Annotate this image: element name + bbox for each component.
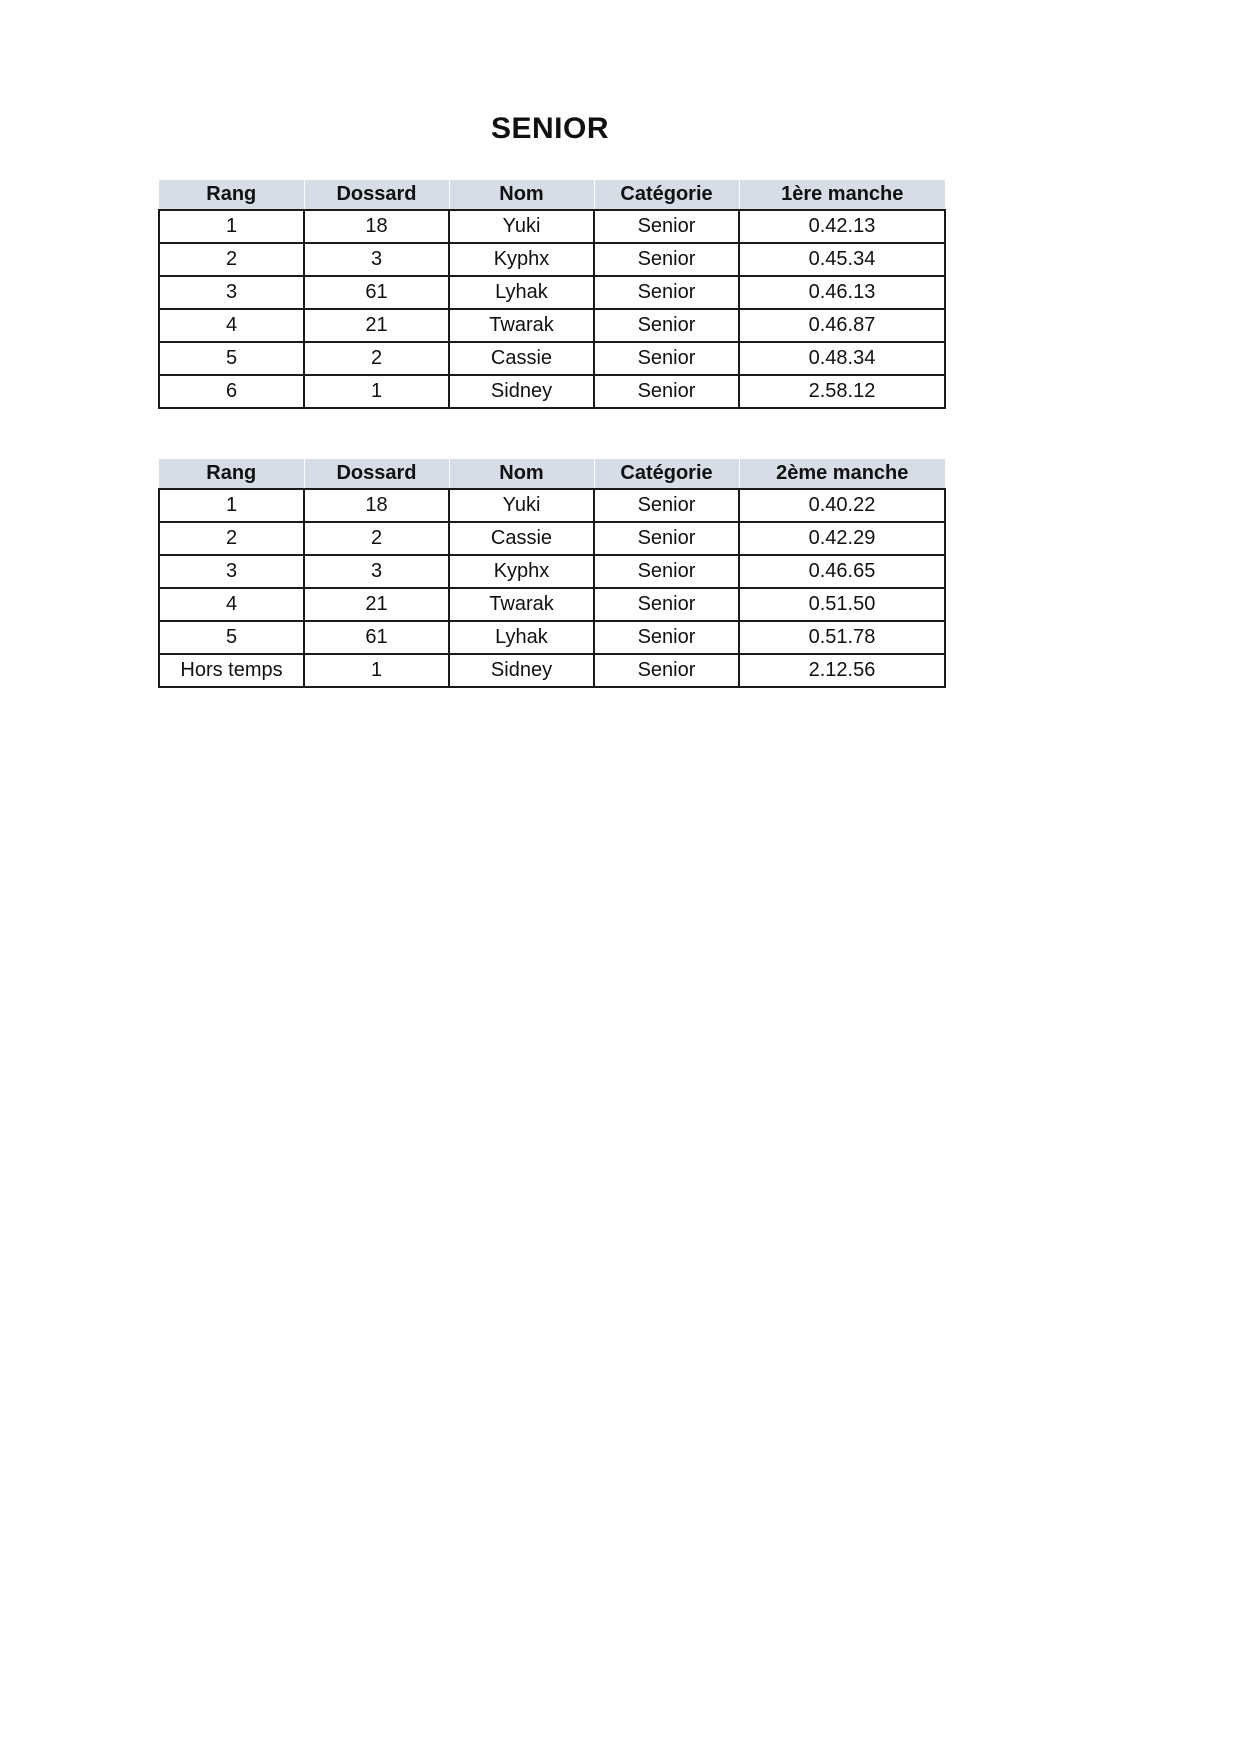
cell-dossard: 3 xyxy=(304,243,449,276)
cell-rang: 4 xyxy=(159,309,304,342)
column-header-dossard: Dossard xyxy=(304,459,449,489)
cell-temps: 2.12.56 xyxy=(739,654,945,687)
cell-categorie: Senior xyxy=(594,654,739,687)
column-header-manche: 2ème manche xyxy=(739,459,945,489)
cell-categorie: Senior xyxy=(594,210,739,243)
results-table-run-2 xyxy=(158,459,946,688)
cell-rang: 3 xyxy=(159,276,304,309)
cell-categorie: Senior xyxy=(594,309,739,342)
cell-nom: Yuki xyxy=(449,489,594,522)
column-header-categorie: Catégorie xyxy=(594,459,739,489)
cell-dossard: 21 xyxy=(304,309,449,342)
cell-nom: Kyphx xyxy=(449,243,594,276)
cell-temps: 0.46.87 xyxy=(739,309,945,342)
cell-nom: Yuki xyxy=(449,210,594,243)
cell-categorie: Senior xyxy=(594,243,739,276)
cell-categorie: Senior xyxy=(594,489,739,522)
cell-rang: 4 xyxy=(159,588,304,621)
cell-categorie: Senior xyxy=(594,621,739,654)
table-row xyxy=(159,375,945,408)
cell-dossard: 18 xyxy=(304,489,449,522)
results-table-run-1 xyxy=(158,180,946,409)
cell-temps: 0.51.78 xyxy=(739,621,945,654)
cell-temps: 0.45.34 xyxy=(739,243,945,276)
cell-rang: 5 xyxy=(159,621,304,654)
cell-dossard: 1 xyxy=(304,654,449,687)
cell-temps: 0.46.13 xyxy=(739,276,945,309)
cell-temps: 0.48.34 xyxy=(739,342,945,375)
cell-rang: 6 xyxy=(159,375,304,408)
table-row xyxy=(159,654,945,687)
cell-categorie: Senior xyxy=(594,555,739,588)
table-row xyxy=(159,243,945,276)
cell-categorie: Senior xyxy=(594,588,739,621)
cell-categorie: Senior xyxy=(594,342,739,375)
cell-categorie: Senior xyxy=(594,522,739,555)
cell-nom: Sidney xyxy=(449,654,594,687)
cell-rang: 5 xyxy=(159,342,304,375)
cell-nom: Twarak xyxy=(449,588,594,621)
table-row xyxy=(159,342,945,375)
cell-dossard: 21 xyxy=(304,588,449,621)
table-header-row xyxy=(159,180,945,210)
cell-dossard: 18 xyxy=(304,210,449,243)
cell-temps: 2.58.12 xyxy=(739,375,945,408)
table-row xyxy=(159,555,945,588)
table-header-row xyxy=(159,459,945,489)
cell-nom: Cassie xyxy=(449,522,594,555)
cell-nom: Twarak xyxy=(449,309,594,342)
cell-nom: Lyhak xyxy=(449,276,594,309)
cell-rang: 1 xyxy=(159,489,304,522)
cell-dossard: 1 xyxy=(304,375,449,408)
cell-dossard: 2 xyxy=(304,522,449,555)
cell-rang: 3 xyxy=(159,555,304,588)
column-header-manche: 1ère manche xyxy=(739,180,945,210)
column-header-rang: Rang xyxy=(159,459,304,489)
table-row xyxy=(159,621,945,654)
cell-categorie: Senior xyxy=(594,375,739,408)
cell-dossard: 61 xyxy=(304,621,449,654)
column-header-nom: Nom xyxy=(449,180,594,210)
cell-dossard: 3 xyxy=(304,555,449,588)
cell-nom: Kyphx xyxy=(449,555,594,588)
cell-temps: 0.42.29 xyxy=(739,522,945,555)
cell-dossard: 2 xyxy=(304,342,449,375)
cell-rang: 2 xyxy=(159,243,304,276)
cell-dossard: 61 xyxy=(304,276,449,309)
cell-temps: 0.40.22 xyxy=(739,489,945,522)
cell-rang: Hors temps xyxy=(159,654,304,687)
cell-temps: 0.51.50 xyxy=(739,588,945,621)
table-row xyxy=(159,309,945,342)
column-header-rang: Rang xyxy=(159,180,304,210)
cell-temps: 0.46.65 xyxy=(739,555,945,588)
page-title: SENIOR xyxy=(490,112,610,145)
column-header-dossard: Dossard xyxy=(304,180,449,210)
table-row xyxy=(159,588,945,621)
table-row xyxy=(159,276,945,309)
cell-nom: Cassie xyxy=(449,342,594,375)
cell-temps: 0.42.13 xyxy=(739,210,945,243)
table-row xyxy=(159,489,945,522)
cell-rang: 1 xyxy=(159,210,304,243)
column-header-categorie: Catégorie xyxy=(594,180,739,210)
table-row xyxy=(159,210,945,243)
column-header-nom: Nom xyxy=(449,459,594,489)
cell-rang: 2 xyxy=(159,522,304,555)
cell-categorie: Senior xyxy=(594,276,739,309)
cell-nom: Sidney xyxy=(449,375,594,408)
table-row xyxy=(159,522,945,555)
cell-nom: Lyhak xyxy=(449,621,594,654)
